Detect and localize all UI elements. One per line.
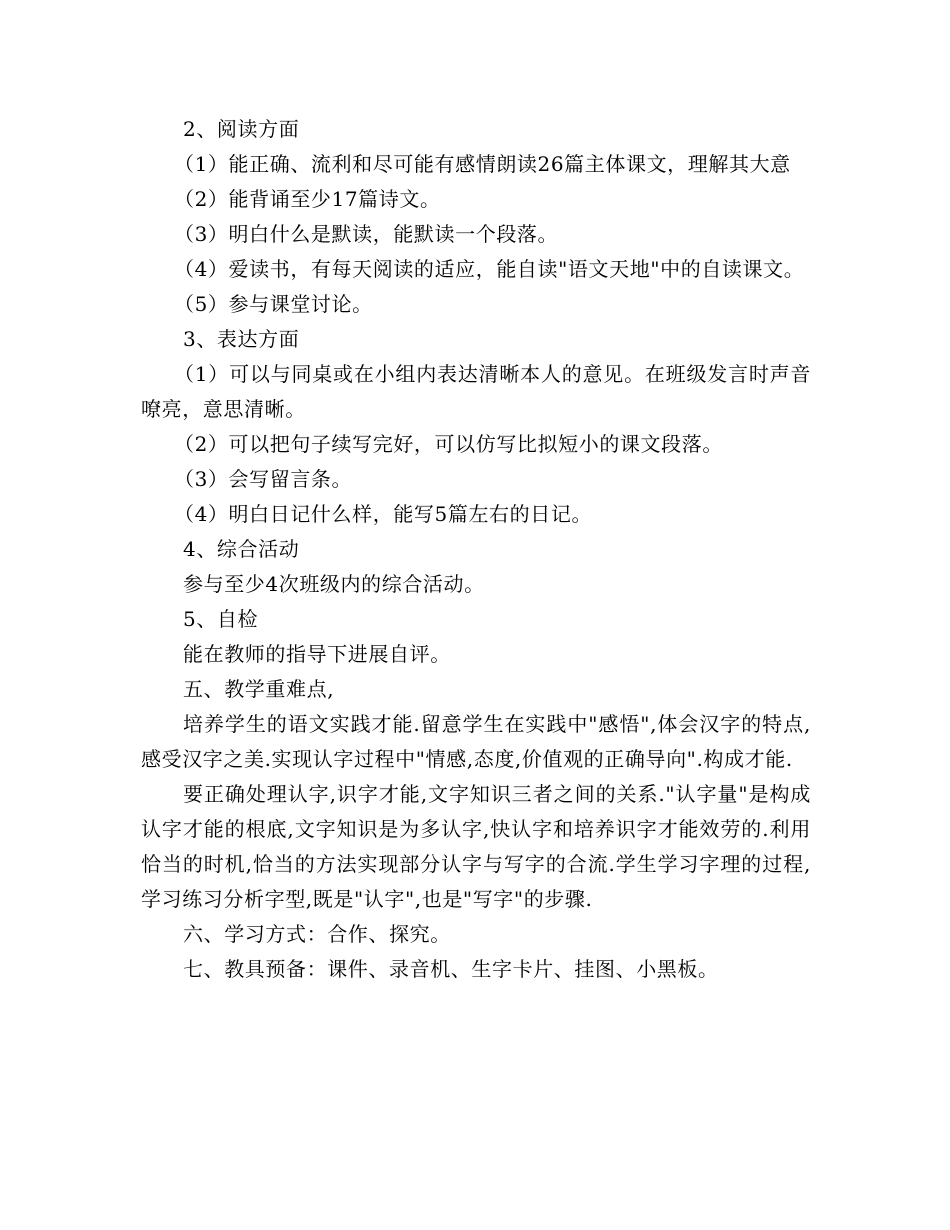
paragraph: （2）能背诵至少17篇诗文。	[174, 187, 441, 211]
paragraph: 培养学生的语文实践才能.留意学生在实践中"感悟",体会汉字的特点,感受汉字之美.实现认字过程中"情感,态度,价值观的正确导向".构成才能.	[141, 712, 811, 771]
paragraph: （4）明白日记什么样，能写5篇左右的日记。	[174, 502, 593, 526]
paragraph: 七、教具预备：课件、录音机、生字卡片、挂图、小黑板。	[183, 957, 719, 981]
paragraph: 3、表达方面	[183, 327, 300, 351]
paragraph: （1）可以与同桌或在小组内表达清晰本人的意见。在班级发言时声音嘹亮，意思清晰。	[141, 362, 811, 421]
paragraph: 2、阅读方面	[183, 117, 300, 141]
paragraph: 能在教师的指导下进展自评。	[183, 642, 451, 666]
paragraph: 参与至少4次班级内的综合活动。	[183, 572, 485, 596]
paragraph: （2）可以把句子续写完好，可以仿写比拟短小的课文段落。	[174, 432, 723, 456]
paragraph: （4）爱读书，有每天阅读的适应，能自读"语文天地"中的自读课文。	[174, 257, 805, 281]
paragraph: 4、综合活动	[183, 537, 300, 561]
document-body	[141, 112, 811, 987]
paragraph: 五、教学重难点,	[183, 677, 335, 701]
paragraph: （1）能正确、流利和尽可能有感情朗读26篇主体课文，理解其大意	[174, 152, 791, 176]
paragraph: （3）会写留言条。	[174, 467, 353, 491]
paragraph: （5）参与课堂讨论。	[174, 292, 373, 316]
paragraph: （3）明白什么是默读，能默读一个段落。	[174, 222, 559, 246]
paragraph: 六、学习方式：合作、探究。	[183, 922, 451, 946]
paragraph: 5、自检	[183, 607, 259, 631]
paragraph: 要正确处理认字,识字才能,文字知识三者之间的关系."认字量"是构成认字才能的根底,文字知识是为多认字,快认字和培养识字才能效劳的.利用恰当的时机,恰当的方法实现部分认字与写字的合流.学生学习字理的过程,学习练习分析字型,既是"认字",也是"写字"的步骤.	[141, 782, 811, 911]
